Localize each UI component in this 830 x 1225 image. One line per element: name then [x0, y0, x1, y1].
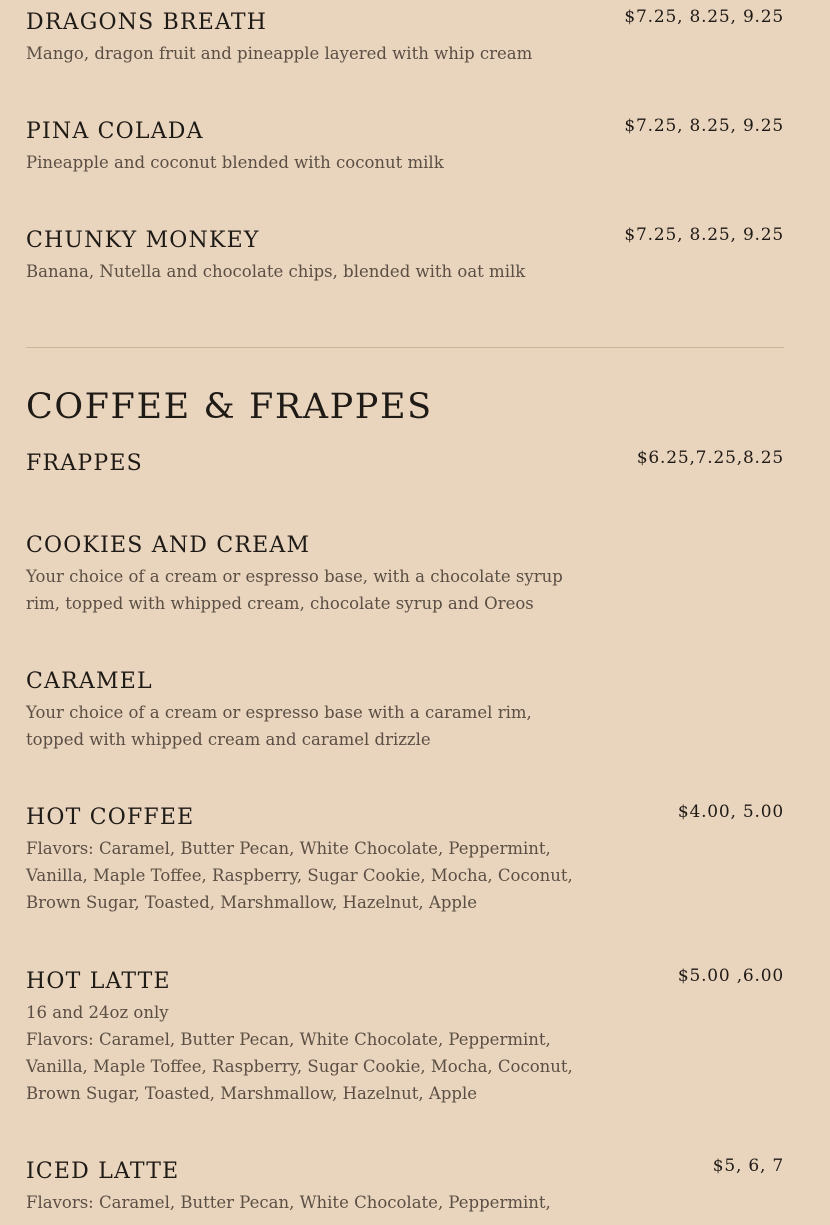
- description-line: Vanilla, Maple Toffee, Raspberry, Sugar Cookie, Mocha, Coconut,: [26, 1057, 573, 1076]
- description-line: Your choice of a cream or espresso base with a caramel rim,: [26, 703, 532, 722]
- menu-item-description: [26, 563, 586, 617]
- section-title: COFFEE & FRAPPES: [26, 387, 433, 427]
- menu-item-price: $4.00, 5.00: [677, 802, 784, 822]
- menu-item-description: [26, 699, 586, 753]
- menu-item-price: $7.25, 8.25, 9.25: [624, 116, 784, 136]
- menu-item-name: DRAGONS BREATH: [26, 10, 268, 35]
- description-line: Pineapple and coconut blended with coconut milk: [26, 153, 444, 172]
- menu-item-name: PINA COLADA: [26, 119, 204, 144]
- menu-item-description: [26, 835, 586, 916]
- menu-item-description: [26, 999, 586, 1107]
- description-line: Vanilla, Maple Toffee, Raspberry, Sugar Cookie, Mocha, Coconut,: [26, 866, 573, 885]
- menu-item-price: $5, 6, 7: [712, 1156, 784, 1176]
- description-line: Flavors: Caramel, Butter Pecan, White Chocolate, Peppermint,: [26, 1193, 551, 1212]
- menu-item-description: [26, 149, 586, 176]
- section-divider: [26, 347, 784, 348]
- menu-item-description: [26, 40, 586, 67]
- menu-item-description: [26, 258, 586, 285]
- menu-item-name: HOT LATTE: [26, 969, 171, 994]
- description-line: 16 and 24oz only: [26, 1003, 169, 1022]
- description-line: Banana, Nutella and chocolate chips, blended with oat milk: [26, 262, 526, 281]
- menu-item-name: HOT COFFEE: [26, 805, 195, 830]
- menu-item-description: [26, 1189, 586, 1216]
- description-line: Your choice of a cream or espresso base, with a chocolate syrup: [26, 567, 563, 586]
- menu-item-price: $5.00 ,6.00: [677, 966, 784, 986]
- menu-item-name: CHUNKY MONKEY: [26, 228, 260, 253]
- menu-item-name: CARAMEL: [26, 669, 153, 694]
- menu-item-price: $6.25,7.25,8.25: [636, 448, 784, 468]
- menu-item-name: COOKIES AND CREAM: [26, 533, 311, 558]
- description-line: Mango, dragon fruit and pineapple layered with whip cream: [26, 44, 533, 63]
- description-line: topped with whipped cream and caramel drizzle: [26, 730, 431, 749]
- description-line: Flavors: Caramel, Butter Pecan, White Chocolate, Peppermint,: [26, 1030, 551, 1049]
- menu-item-price: $7.25, 8.25, 9.25: [624, 225, 784, 245]
- menu-item-name: ICED LATTE: [26, 1159, 180, 1184]
- description-line: Flavors: Caramel, Butter Pecan, White Chocolate, Peppermint,: [26, 839, 551, 858]
- menu-item-price: $7.25, 8.25, 9.25: [624, 7, 784, 27]
- description-line: rim, topped with whipped cream, chocolate syrup and Oreos: [26, 594, 534, 613]
- description-line: Brown Sugar, Toasted, Marshmallow, Hazelnut, Apple: [26, 893, 478, 912]
- description-line: Brown Sugar, Toasted, Marshmallow, Hazelnut, Apple: [26, 1084, 478, 1103]
- menu-item-name: FRAPPES: [26, 451, 143, 476]
